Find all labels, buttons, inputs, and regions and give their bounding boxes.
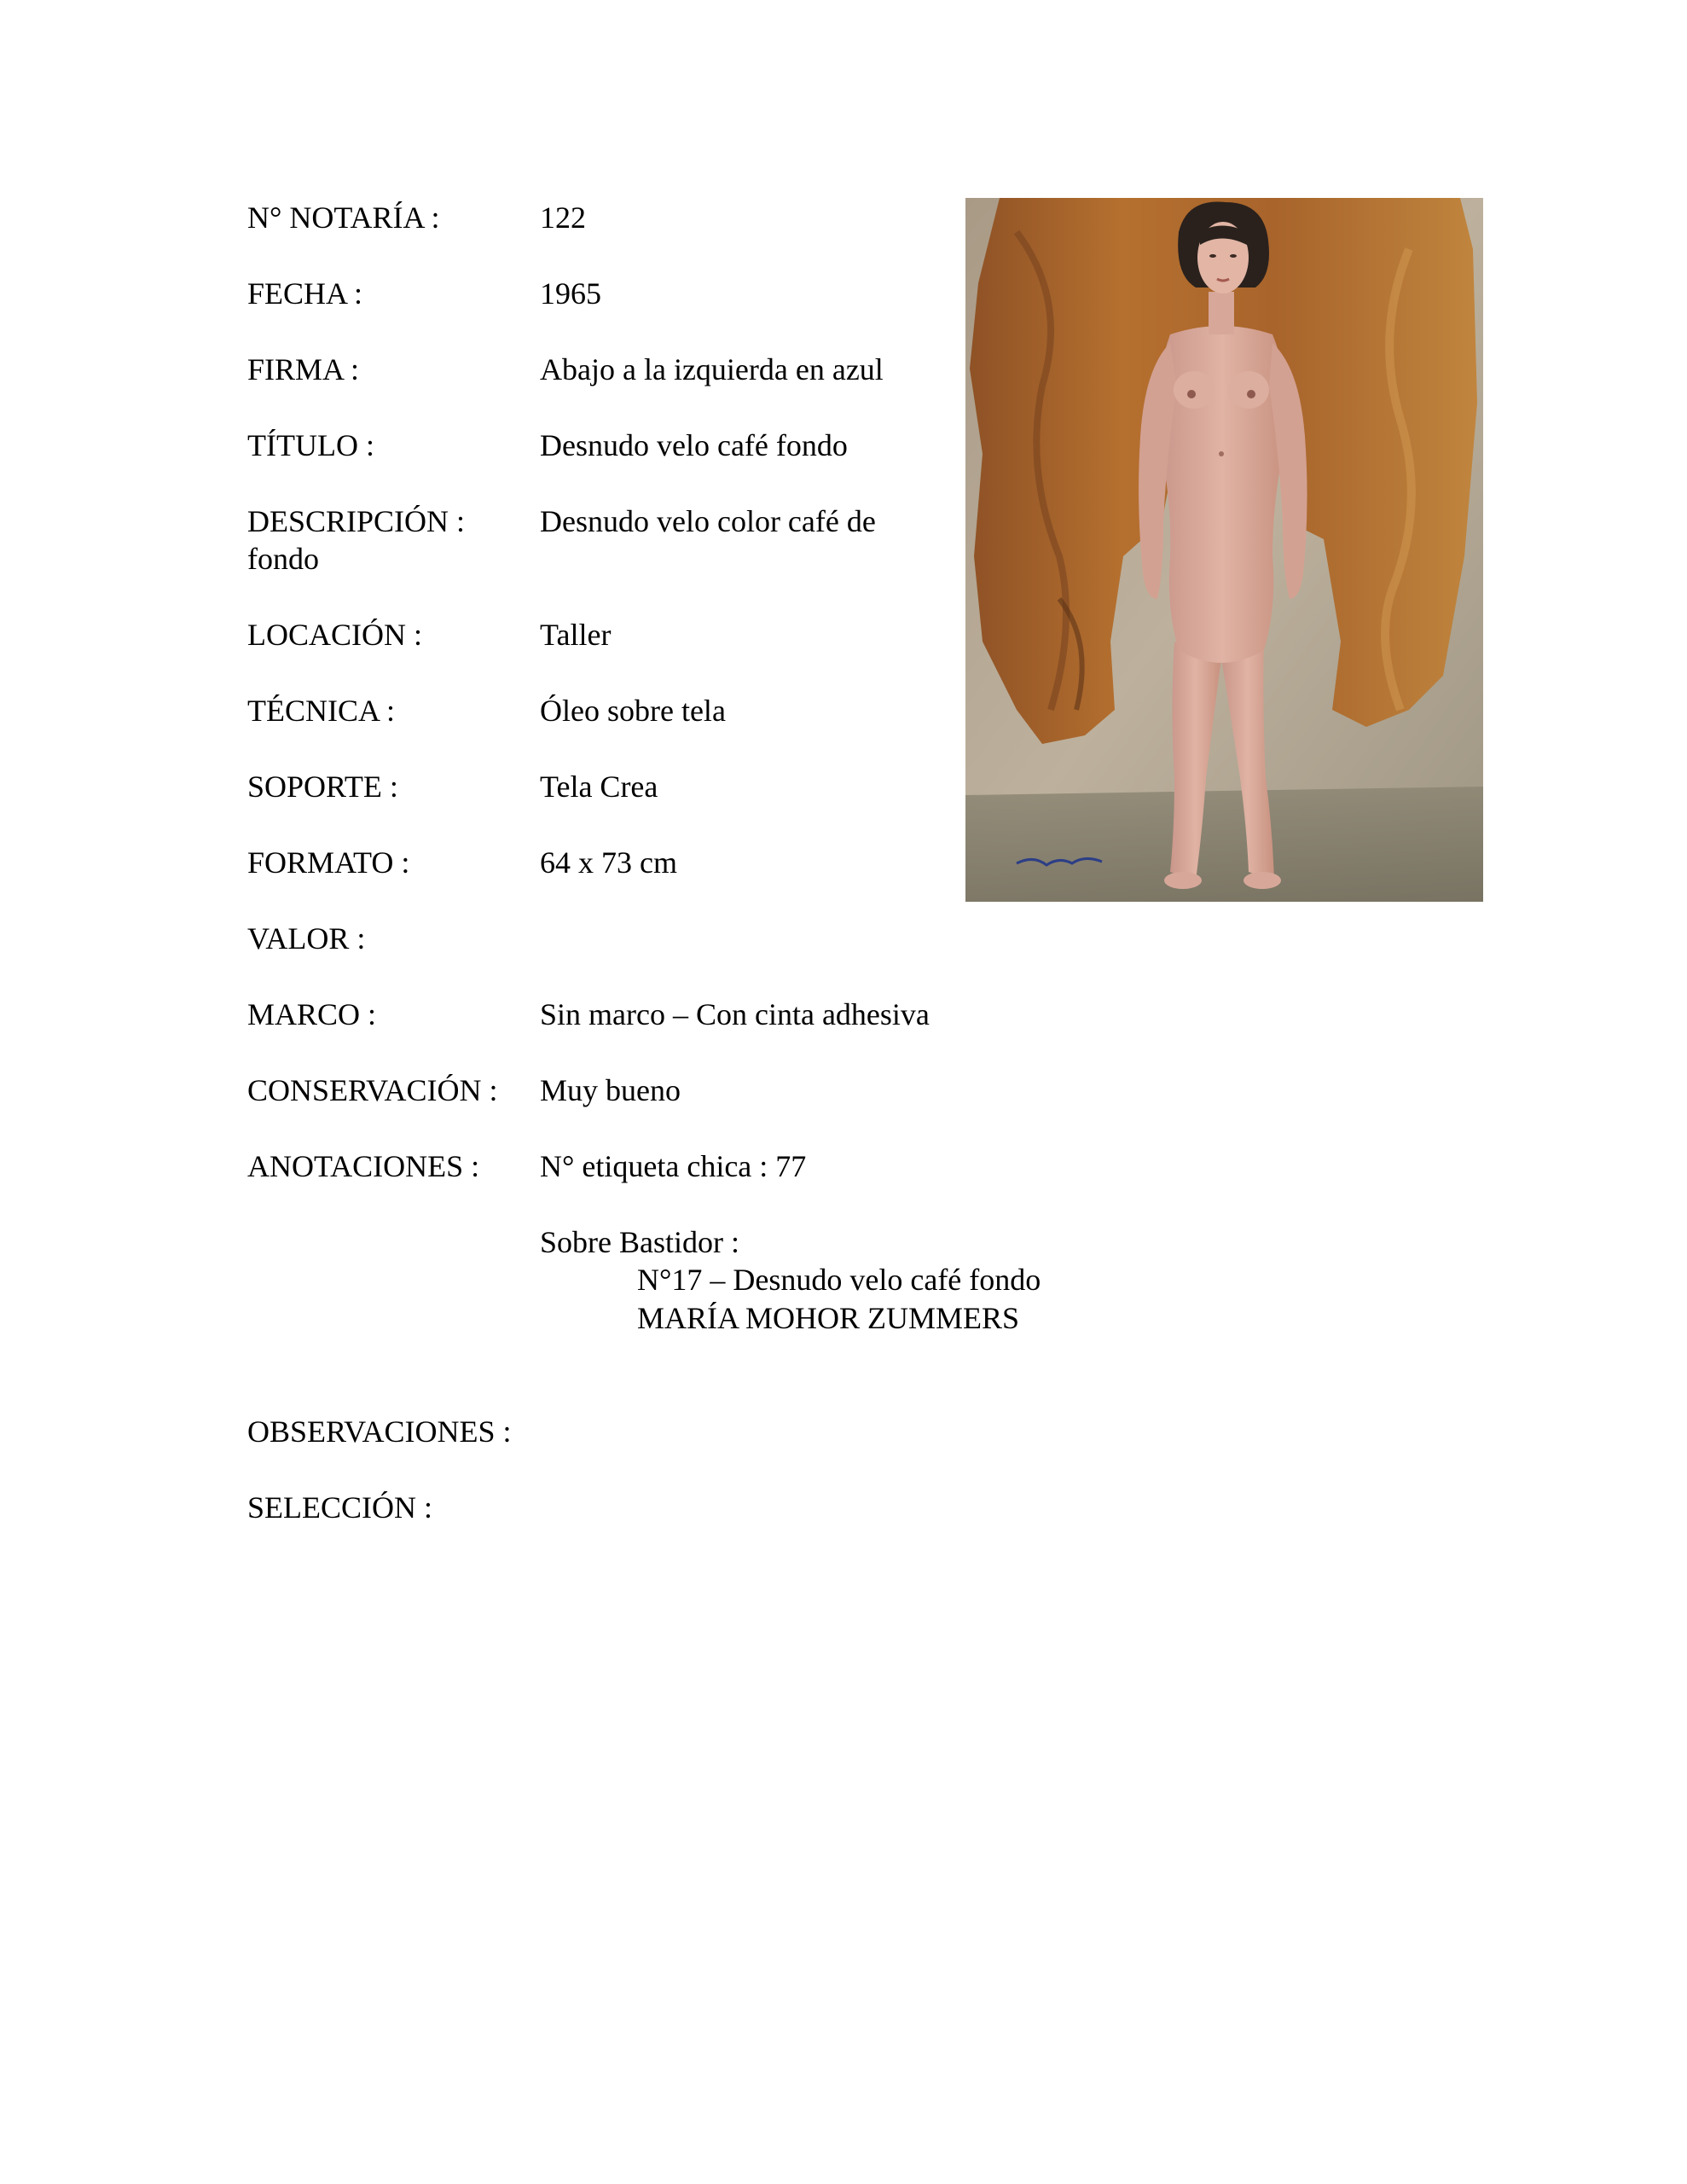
seleccion-label: SELECCIÓN : [247,1490,433,1525]
tecnica-label: TÉCNICA : [247,694,396,728]
notaria-value: 122 [540,200,586,235]
figure-neck [1209,292,1234,334]
figure-right-eye [1230,254,1237,258]
anotaciones-value: N° etiqueta chica : 77 [540,1149,807,1183]
figure-right-foot [1244,872,1281,889]
marco-label: MARCO : [247,997,377,1031]
anotaciones-label: ANOTACIONES : [247,1149,480,1183]
descripcion-label-continuation: fondo [247,542,319,576]
bastidor-line-2: MARÍA MOHOR ZUMMERS [637,1301,1020,1335]
floor-shape [965,787,1483,902]
titulo-label: TÍTULO : [247,428,374,462]
formato-value: 64 x 73 cm [540,845,677,880]
figure-torso [1158,326,1287,663]
painting-image [965,198,1483,902]
descripcion-value: Desnudo velo color café de [540,504,876,538]
locacion-value: Taller [540,618,612,652]
marco-value: Sin marco – Con cinta adhesiva [540,997,930,1031]
titulo-value: Desnudo velo café fondo [540,428,848,462]
soporte-label: SOPORTE : [247,770,398,804]
firma-label: FIRMA : [247,352,360,386]
locacion-label: LOCACIÓN : [247,618,422,652]
formato-label: FORMATO : [247,845,410,880]
valor-label: VALOR : [247,921,366,956]
soporte-value: Tela Crea [540,770,658,804]
firma-value: Abajo a la izquierda en azul [540,352,884,386]
figure-left-foot [1164,872,1202,889]
notaria-label: N° NOTARÍA : [247,200,440,235]
figure-left-eye [1209,254,1216,258]
figure-right-breast [1228,371,1269,409]
figure-left-nipple [1187,390,1196,398]
tecnica-value: Óleo sobre tela [540,694,726,728]
fecha-value: 1965 [540,276,601,311]
bastidor-line-1: N°17 – Desnudo velo café fondo [637,1263,1041,1297]
conservacion-label: CONSERVACIÓN : [247,1073,498,1107]
figure-navel [1219,451,1224,456]
bastidor-heading: Sobre Bastidor : [540,1225,739,1259]
fecha-label: FECHA : [247,276,363,311]
descripcion-label: DESCRIPCIÓN : [247,504,466,538]
observaciones-label: OBSERVACIONES : [247,1414,512,1449]
conservacion-value: Muy bueno [540,1073,681,1107]
figure-left-breast [1174,371,1215,409]
figure-right-nipple [1247,390,1255,398]
